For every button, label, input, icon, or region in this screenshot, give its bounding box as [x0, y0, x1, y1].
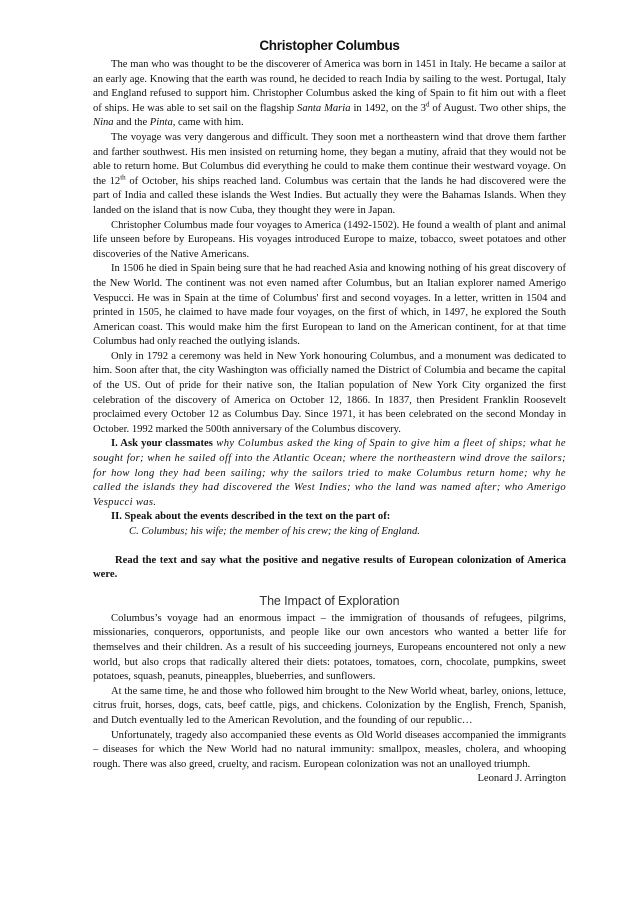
quote-paragraph-3: Unfortunately, tragedy also accompanied these events as Old World diseases accompanied the immigrants – diseases for which the New World had no natural immunity: smallpox, measles, cholera, and whooping rough. There was also greed, cruelty, and racism. European colonization was not an unalloyed triumph.: [93, 729, 566, 770]
reading-task: Read the text and say what the positive and negative results of European colonization of America were.: [93, 554, 566, 581]
quote-paragraph-1: Columbus’s voyage had an enormous impact – the immigration of thousands of refugees, pilgrims, missionaries, conquerors, opportunists, and people like our own ancestors who wanted a better life for themselves and their children. As a result of his succeeding journeys, Europeans encountered not only a new world, but also crops that radically altered their diets: potatoes, tomatoes, corn, chocolate, pumpkins, sweet potatoes, squash, peanuts, pineapples, blueberries, and sunflowers.: [93, 612, 566, 683]
ship-name: Pinta: [149, 117, 173, 129]
task-1-label: I. Ask your classmates: [111, 438, 213, 450]
text-run: The man who was thought to be the discoverer of America was born in 1451 in Italy. He became a sailor at an early age. Knowing that the earth was round, he decided to reach India by sailing to the west. Portugal, Italy and England refused to support him. Christopher Columbus asked the king of Spain to fit him out with a fleet of ships. He was able to set sail on the flagship: [93, 59, 566, 114]
ordinal-suffix: d: [425, 100, 430, 109]
text-run: and the: [113, 117, 150, 129]
text-run: , came with him.: [172, 117, 244, 129]
task-1-text: why Columbus asked the king of Spain to give him a fleet of ships; what he sought for; when he sailed off into the Atlantic Ocean; where the northeastern wind drove the sailors; for how long they had been sailing; why the sailors tried to make Columbus return home; why he called the islands they had discovered the West Indies; who the land was named after; who Amerigo Vespucci was.: [93, 438, 566, 508]
page-title: Christopher Columbus: [259, 38, 400, 53]
author-name: Leonard J. Arrington: [477, 773, 566, 785]
paragraph-3: Christopher Columbus made four voyages to America (1492-1502). He found a wealth of plant and animal life unseen before by Europeans. His voyages introduced Europe to maize, tobacco, sweet potatoes and other discoveries of the Native Americans.: [93, 219, 566, 260]
task-2-items: C. Columbus; his wife; the member of his crew; the king of England.: [129, 526, 420, 537]
ship-name: Nina: [93, 117, 114, 129]
section-title: The Impact of Exploration: [259, 593, 400, 608]
paragraph-5: Only in 1792 a ceremony was held in New York honouring Columbus, and a monument was dedicated to him. Soon after that, the city Washington was officially named the District of Columbia and became the capital of the US. Out of pride for their native son, the Italian population of New York City organized the first celebration of the discovery of America on October 12, 1866. In 1837, then President Franklin Roosevelt proclaimed every October 12 as Columbus Day. Since 1971, it has been celebrated on the second Monday in October. 1992 marked the 500th anniversary of the Columbus discovery.: [93, 350, 566, 435]
text-run: The voyage was very dangerous and difficult. They soon met a northeastern wind that drove them farther and farther southwest. His men insisted on returning home, they began a mutiny, afraid that they would not be able to return home. But Columbus did everything he could to make them continue their westward voyage. On the 12: [93, 131, 566, 187]
ship-name: Santa Maria: [297, 102, 351, 114]
quote-paragraph-2: At the same time, he and those who followed him brought to the New World wheat, barley, onions, lettuce, citrus fruit, horses, dogs, cats, beef cattle, pigs, and chickens. Colonization by the English, French, Spanish, and Dutch eventually led to the American Revolution, and the founding of our republic…: [93, 685, 566, 726]
task-2-label: II. Speak about the events described in the text on the part of:: [111, 511, 391, 523]
task-1: [93, 437, 566, 510]
paragraph-1: [93, 58, 566, 131]
ordinal-suffix: th: [120, 173, 126, 182]
paragraph-4: In 1506 he died in Spain being sure that he had reached Asia and knowing nothing of his great discovery of the New World. The continent was not even named after Columbus, but an Italian explorer named Amerigo Vespucci. He was in Spain at the time of Columbus' first and second voyages. In a letter, written in 1504 and printed in 1505, he claimed to have made four voyages, on the first of which, in 1497, he explored the South American coast. This would make him the first European to land on the American continent, for at that time Columbus had only reached the outlying islands.: [93, 263, 566, 348]
document-page: [93, 36, 566, 787]
text-run: of August. Two other ships, the: [429, 102, 567, 114]
paragraph-2: [93, 131, 566, 219]
text-run: of October, his ships reached land. Columbus was certain that the lands he had discovered were the part of India and called these islands the West Indies. But actually they were the Bahamas Islands. When they landed on the island that is now Cuba, they thought they were in Japan.: [93, 175, 567, 216]
text-run: in 1492, on the 3: [350, 102, 426, 114]
